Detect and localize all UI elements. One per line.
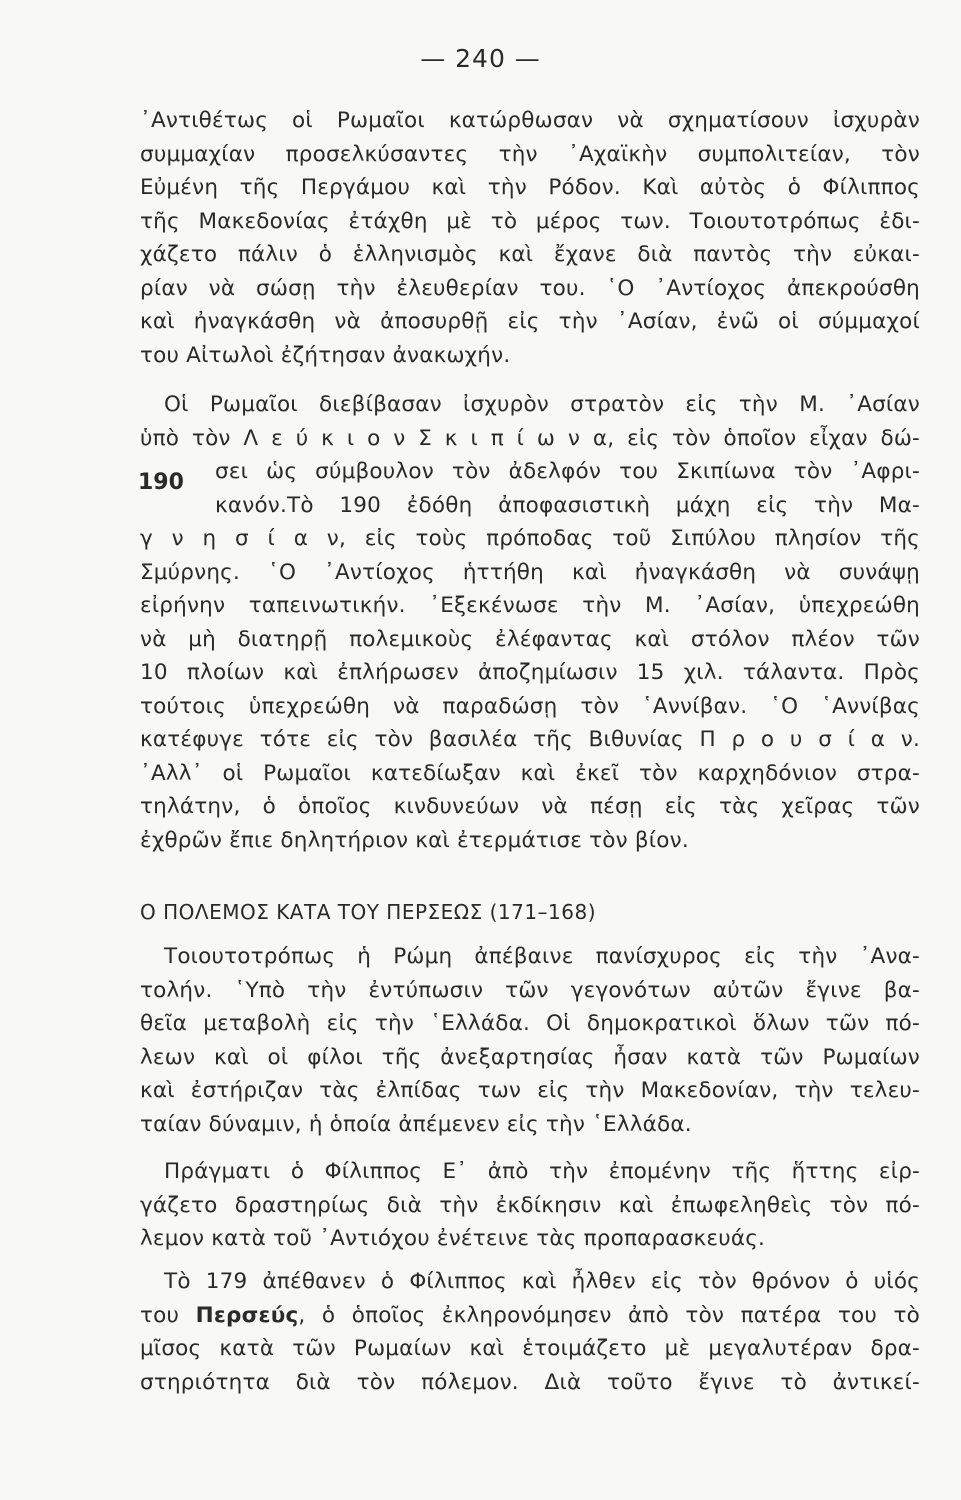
paragraph-philip xyxy=(140,1155,920,1256)
paragraph-alliance xyxy=(140,104,920,372)
text-line: Πράγματι ὁ Φίλιππος Ε᾽ ἀπὸ τὴν ἐπομένην τῆς ἥττης εἰρ- xyxy=(164,1159,920,1184)
paragraph-magnesia xyxy=(140,522,920,857)
text-line: καὶ ἐστήριζαν τὰς ἐλπίδας των εἰς τὴν Μακεδονίαν, τὴν τελευ- xyxy=(140,1078,920,1103)
text-line: ᾽Αντιθέτως οἱ Ρωμαῖοι κατώρθωσαν νὰ σχηματίσουν ἰσχυρὰν xyxy=(140,108,920,133)
text-line: Εὐμένη τῆς Περγάμου καὶ τὴν Ρόδον. Καὶ αὐτὸς ὁ Φίλιππος xyxy=(140,175,920,200)
text-line: Τὸ 179 ἀπέθανεν ὁ Φίλιππος καὶ ἦλθεν εἰς τὸν θρόνον ὁ υἱός xyxy=(164,1269,920,1294)
text-line: χάζετο πάλιν ὁ ἑλληνισμὸς καὶ ἔχανε διὰ παντὸς τὴν εὐκαι- xyxy=(140,242,920,267)
text-line: κατέφυγε τότε εἰς τὸν βασιλέα τῆς Βιθυνίας Π ρ ο υ σ ί α ν. xyxy=(140,727,920,752)
text-line: λεων καὶ οἱ φίλοι τῆς ἀνεξαρτησίας ἦσαν κατὰ τῶν Ρωμαίων xyxy=(140,1044,920,1070)
text-line: γάζετο δραστηρίως διὰ τὴν ἐκδίκησιν καὶ ἐπωφεληθεὶς τὸν πό- xyxy=(140,1192,920,1218)
text-line: του Αἰτωλοὶ ἐζήτησαν ἀνακωχήν. xyxy=(140,342,511,368)
text-line: τηλάτην, ὁ ὁποῖος κινδυνεύων νὰ πέσῃ εἰς τὰς χεῖρας τῶν xyxy=(140,794,920,819)
section-heading: Ο ΠΟΛΕΜΟΣ ΚΑΤΑ ΤΟΥ ΠΕΡΣΕΩΣ (171–168) xyxy=(140,900,597,924)
page-number: — 240 — xyxy=(420,44,541,73)
paragraph-perseus xyxy=(140,1265,920,1399)
text-line: Οἱ Ρωμαῖοι διεβίβασαν ἰσχυρὸν στρατὸν εἰς τὴν Μ. ᾽Ασίαν xyxy=(164,392,920,417)
text-line: ᾽Αλλ᾽ οἱ Ρωμαῖοι κατεδίωξαν καὶ ἐκεῖ τὸν καρχηδόνιον στρα- xyxy=(140,760,920,786)
text-fragment: , ὁ ὁποῖος ἐκληρονόμησεν ἀπὸ τὸν πατέρα του τὸ xyxy=(298,1302,920,1328)
margin-year-note: 190 xyxy=(138,470,184,495)
text-line: 10 πλοίων καὶ ἐπλήρωσεν ἀποζημίωσιν 15 χιλ. τάλαντα. Πρὸς xyxy=(140,660,920,685)
text-line: τολήν. ῾Υπὸ τὴν ἐντύπωσιν τῶν γεγονότων αὐτῶν ἔγινε βα- xyxy=(140,977,920,1003)
text-line: μῖσος κατὰ τῶν Ρωμαίων καὶ ἑτοιμάζετο μὲ μεγαλυτέραν δρα- xyxy=(140,1336,920,1361)
text-line: στηριότητα διὰ τὸν πόλεμον. Διὰ τοῦτο ἔγινε τὸ ἀντικεί- xyxy=(140,1369,920,1395)
text-line: σει ὡς σύμβουλον τὸν ἀδελφόν του Σκιπίωνα τὸν ᾽Αφρι- xyxy=(215,459,920,484)
perseus-name: Περσεύς xyxy=(195,1302,299,1328)
paragraph-rome-east xyxy=(140,940,920,1141)
text-line-with-name xyxy=(140,1299,920,1333)
text-line: εἰρήνην ταπεινωτικήν. ᾽Εξεκένωσε τὴν Μ. ᾽Ασίαν, ὑπεχρεώθη xyxy=(140,593,920,618)
paragraph-scipio xyxy=(140,388,920,522)
text-line: ταίαν δύναμιν, ἡ ὁποία ἀπέμενεν εἰς τὴν ῾Ελλάδα. xyxy=(140,1111,692,1137)
text-line: συμμαχίαν προσελκύσαντες τὴν ᾽Αχαϊκὴν συμπολιτείαν, τὸν xyxy=(140,141,920,167)
text-line: κανόν.Τὸ 190 ἐδόθη ἀποφασιστικὴ μάχη εἰς τὴν Μα- xyxy=(215,492,920,518)
text-line: τούτοις ὑπεχρεώθη νὰ παραδώσῃ τὸν ῾Αννίβαν. ῾Ο ῾Αννίβας xyxy=(140,693,920,719)
text-line: νὰ μὴ διατηρῇ πολεμικοὺς ἐλέφαντας καὶ στόλον πλέον τῶν xyxy=(140,626,920,652)
text-line: ὑπὸ τὸν Λ ε ύ κ ι ο ν Σ κ ι π ί ω ν α, εἰς τὸν ὁποῖον εἶχαν δώ- xyxy=(140,425,920,451)
text-line: ἐχθρῶν ἔπιε δηλητήριον καὶ ἐτερμάτισε τὸν βίον. xyxy=(140,827,689,853)
text-line: λεμον κατὰ τοῦ ᾽Αντιόχου ἐνέτεινε τὰς προπαρασκευάς. xyxy=(140,1226,766,1251)
text-line: ρίαν νὰ σώσῃ τὴν ἐλευθερίαν του. ῾Ο ᾽Αντίοχος ἀπεκρούσθη xyxy=(140,275,920,301)
text-line: Τοιουτοτρόπως ἡ Ρώμη ἀπέβαινε πανίσχυρος εἰς τὴν ᾽Ανα- xyxy=(164,944,920,969)
text-line: καὶ ἠναγκάσθη νὰ ἀποσυρθῇ εἰς τὴν ᾽Ασίαν, ἐνῶ οἱ σύμμαχοί xyxy=(140,309,920,334)
text-line: Σμύρνης. ῾Ο ᾽Αντίοχος ἡττήθη καὶ ἠναγκάσθη νὰ συνάψῃ xyxy=(140,559,920,585)
text-line: θεῖα μεταβολὴ εἰς τὴν ῾Ελλάδα. Οἱ δημοκρατικοὶ ὅλων τῶν πό- xyxy=(140,1011,920,1036)
text-fragment: του xyxy=(140,1302,196,1328)
text-line: γ ν η σ ί α ν, εἰς τοὺς πρόποδας τοῦ Σιπύλου πλησίον τῆς xyxy=(140,526,920,551)
text-line: τῆς Μακεδονίας ἐτάχθη μὲ τὸ μέρος των. Τοιουτοτρόπως ἐδι- xyxy=(140,208,920,234)
